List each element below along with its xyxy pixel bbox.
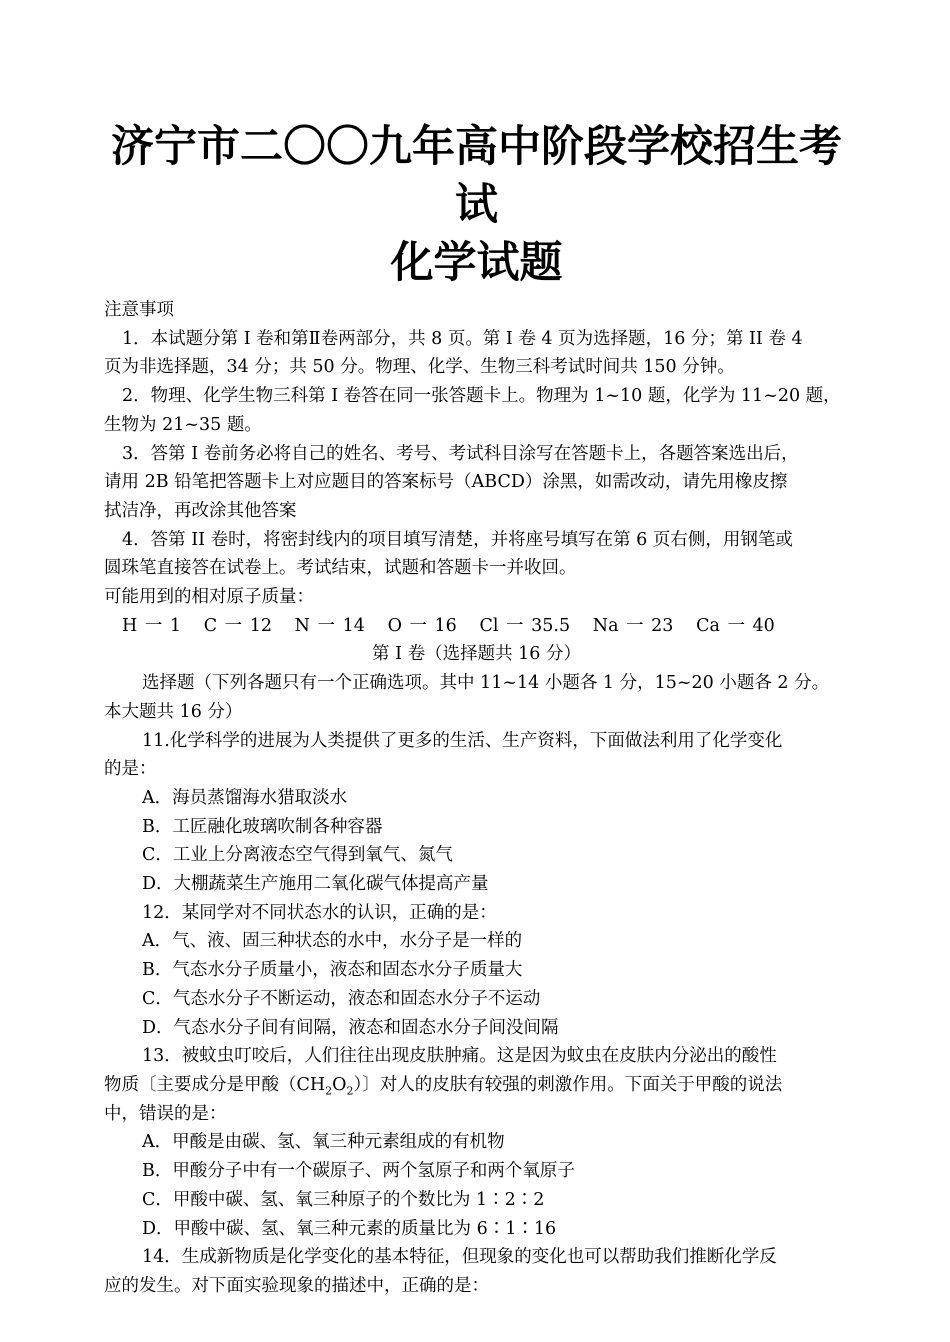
question-12-option-d: D．气态水分子间有间隔，液态和固态水分子间没间隔 — [142, 1017, 559, 1038]
notice-item-3-line-3: 拭洁净，再改涂其他答案 — [104, 500, 297, 521]
notice-item-3-line-2: 请用 2B 铅笔把答题卡上对应题目的答案标号（ABCD）涂黑，如需改动，请先用橡皮擦 — [104, 472, 788, 493]
section-intro-line-2: 本大题共 16 分） — [104, 701, 243, 722]
question-12-stem: 12．某同学对不同状态水的认识，正确的是： — [142, 902, 497, 923]
question-13-stem-formula-line — [104, 1071, 849, 1100]
question-13-option-b: B．甲酸分子中有一个碳原子、两个氢原子和两个氧原子 — [142, 1161, 575, 1182]
question-12-option-a: A．气、液、固三种状态的水中，水分子是一样的 — [142, 931, 523, 952]
notice-item-2-line-1: 2．物理、化学生物三科第 I 卷答在同一张答题卡上。物理为 1~10 题，化学为 11~20 题， — [122, 386, 841, 407]
exam-title: 济宁市二〇〇九年高中阶段学校招生考试 — [111, 122, 842, 230]
question-11-option-c: C．工业上分离液态空气得到氧气、氮气 — [142, 845, 453, 866]
section-heading: 第 I 卷（选择题共 16 分） — [372, 644, 581, 665]
atomic-mass-heading: 可能用到的相对原子质量： — [104, 587, 314, 608]
question-13-option-c: C．甲酸中碳、氢、氧三种原子的个数比为 1∶2∶2 — [142, 1189, 545, 1210]
question-13-stem: 13．被蚊虫叮咬后，人们往往出现皮肤肿痛。这是因为蚊虫在皮肤内分泌出的酸性 — [142, 1046, 777, 1067]
section-intro-line-1: 选择题（下列各题只有一个正确选项。其中 11~14 小题各 1 分，15~20 小题各 2 分。 — [142, 673, 830, 694]
question-12-option-b: B．气态水分子质量小，液态和固态水分子质量大 — [142, 960, 523, 981]
formula-subscript-o: 2 — [346, 1084, 354, 1098]
question-14-stem-cont: 应的发生。对下面实验现象的描述中，正确的是： — [104, 1275, 489, 1296]
notice-item-1-line-2: 页为非选择题，34 分；共 50 分。物理、化学、生物三科考试时间共 150 分钟。 — [104, 357, 735, 378]
exam-page — [104, 118, 849, 1301]
formula-suffix: ）〕对人的皮肤有较强的刺激作用。下面关于甲酸的说法 — [353, 1074, 783, 1095]
question-11-stem: 11.化学科学的进展为人类提供了更多的生活、生产资料，下面做法利用了化学变化 — [142, 730, 783, 751]
formula-oxygen: O — [332, 1074, 347, 1095]
question-11-option-a: A．海员蒸馏海水猎取淡水 — [142, 787, 348, 808]
notice-item-4-line-2: 圆珠笔直接答在试卷上。考试结束，试题和答题卡一并收回。 — [104, 558, 577, 579]
question-13-option-d: D．甲酸中碳、氢、氧三种元素的质量比为 6∶1∶16 — [142, 1218, 557, 1239]
question-11-option-d: D．大棚蔬菜生产施用二氧化碳气体提高产量 — [142, 874, 489, 895]
question-13-stem-cont: 中，错误的是： — [104, 1103, 227, 1124]
notice-item-4-line-1: 4．答第 II 卷时，将密封线内的项目填写清楚，并将座号填写在第 6 页右侧，用钢笔或 — [122, 529, 793, 550]
notice-item-1-line-1: 1．本试题分第 I 卷和第Ⅱ卷两部分，共 8 页。第 I 卷 4 页为选择题，16 分；第 II 卷 4 — [122, 328, 803, 349]
formula-prefix: 物质〔主要成分是甲酸（CH — [104, 1074, 326, 1095]
question-11-option-b: B．工匠融化玻璃吹制各种容器 — [142, 816, 383, 837]
atomic-mass-values: H 一 1 C 一 12 N 一 14 O 一 16 Cl 一 35.5 Na 一 23 Ca 一 40 — [122, 615, 775, 636]
question-13-option-a: A．甲酸是由碳、氢、氧三种元素组成的有机物 — [142, 1132, 505, 1153]
formula-subscript-h: 2 — [325, 1084, 333, 1098]
question-11-stem-cont: 的是： — [104, 759, 157, 780]
exam-subtitle: 化学试题 — [390, 238, 563, 288]
notice-heading: 注意事项 — [104, 300, 174, 320]
notice-item-2-line-2: 生物为 21~35 题。 — [104, 414, 262, 435]
notice-item-3-line-1: 3．答第 I 卷前务必将自己的姓名、考号、考试科目涂写在答题卡上，各题答案选出后， — [122, 443, 799, 464]
question-14-stem: 14．生成新物质是化学变化的基本特征，但现象的变化也可以帮助我们推断化学反 — [142, 1247, 777, 1268]
question-12-option-c: C．气态水分子不断运动，液态和固态水分子不运动 — [142, 988, 541, 1009]
